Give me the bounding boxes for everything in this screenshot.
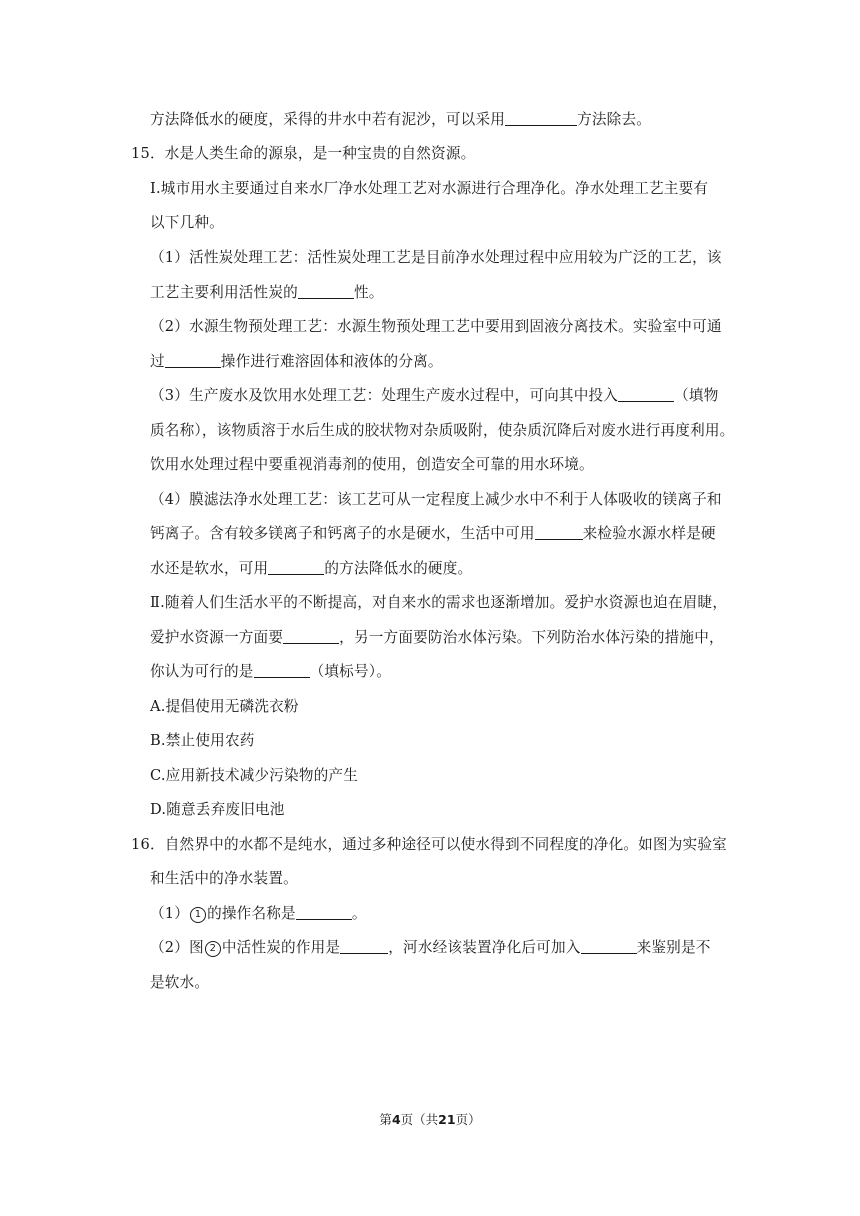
q15-part2: Ⅱ.随着人们生活水平的不断提高，对自来水的需求也逐渐增加。爱护水资源也迫在眉睫，	[150, 594, 728, 611]
q16-part2-cont: 是软水。	[150, 974, 210, 991]
circled-number-two: 2	[205, 941, 221, 957]
q15-sub3: （3）生产废水及饮用水处理工艺：处理生产废水过程中，可向其中投入 （填物	[150, 387, 719, 404]
q15-sub4: （4）膜滤法净水处理工艺：该工艺可从一定程度上减少水中不利于人体吸收的镁离子和	[150, 491, 722, 508]
answer-blank[interactable]	[298, 284, 354, 299]
q15-part1-intro: Ⅰ.城市用水主要通过自来水厂净水处理工艺对水源进行合理净化。净水处理工艺主要有	[150, 180, 709, 197]
page-number: 4	[391, 1112, 401, 1127]
q14-tail-line: 方法降低水的硬度，采得的井水中若有泥沙，可以采用 方法除去。	[150, 111, 652, 128]
q15-part2-cont: 爱护水资源一方面要 ，另一方面要防治水体污染。下列防治水体污染的措施中，	[150, 629, 724, 646]
option-d: D.随意丢弃废旧电池	[150, 801, 285, 818]
answer-blank[interactable]	[618, 387, 674, 402]
q15-part2-cont2: 你认为可行的是 （填标号）。	[150, 663, 392, 680]
q16-stem-cont: 和生活中的净水装置。	[150, 870, 298, 887]
answer-blank[interactable]	[268, 560, 324, 575]
option-c: C.应用新技术减少污染物的产生	[150, 767, 359, 784]
answer-blank[interactable]	[340, 939, 388, 954]
option-a: A.提倡使用无磷洗衣粉	[150, 698, 299, 715]
q15-sub1: （1）活性炭处理工艺：活性炭处理工艺是目前净水处理过程中应用较为广泛的工艺，该	[150, 249, 722, 266]
q15-sub2: （2）水源生物预处理工艺：水源生物预处理工艺中要用到固液分离技术。实验室中可通	[150, 318, 722, 335]
answer-blank[interactable]	[581, 939, 637, 954]
q15-sub4-cont: 钙离子。含有较多镁离子和钙离子的水是硬水，生活中可用 来检验水源水样是硬	[150, 525, 716, 542]
answer-blank[interactable]	[283, 629, 339, 644]
page-footer: 第4页（共21页）	[379, 1112, 481, 1127]
q15-part1-intro-cont: 以下几种。	[150, 214, 224, 231]
circled-number-one: 1	[190, 907, 206, 923]
q16-part1: （1） 1 的操作名称是 。	[150, 905, 367, 922]
q15-sub3-cont: 质名称），该物质溶于水后生成的胶状物对杂质吸附，使杂质沉降后对废水进行再度利用。	[150, 422, 735, 439]
answer-blank[interactable]	[165, 353, 221, 368]
q15-stem: 15．水是人类生命的源泉，是一种宝贵的自然资源。	[131, 145, 476, 162]
answer-blank[interactable]	[505, 111, 577, 126]
q15-sub4-cont2: 水还是软水，可用 的方法降低水的硬度。	[150, 560, 473, 577]
option-b: B.禁止使用农药	[150, 732, 255, 749]
q15-sub3-cont2: 饮用水处理过程中要重视消毒剂的使用，创造安全可靠的用水环境。	[150, 456, 594, 473]
answer-blank[interactable]	[296, 905, 352, 920]
q15-sub2-cont: 过 操作进行难溶固体和液体的分离。	[150, 353, 443, 370]
q16-stem: 16．自然界中的水都不是纯水，通过多种途径可以使水得到不同程度的净化。如图为实验室	[131, 836, 727, 853]
q15-sub1-cont: 工艺主要利用活性炭的 性。	[150, 284, 384, 301]
page-total: 21	[438, 1112, 456, 1127]
q16-part2: （2）图 2 中活性炭的作用是 ，河水经该装置净化后可加入 来鉴别是不	[150, 939, 711, 956]
answer-blank[interactable]	[535, 525, 583, 540]
answer-blank[interactable]	[254, 663, 310, 678]
